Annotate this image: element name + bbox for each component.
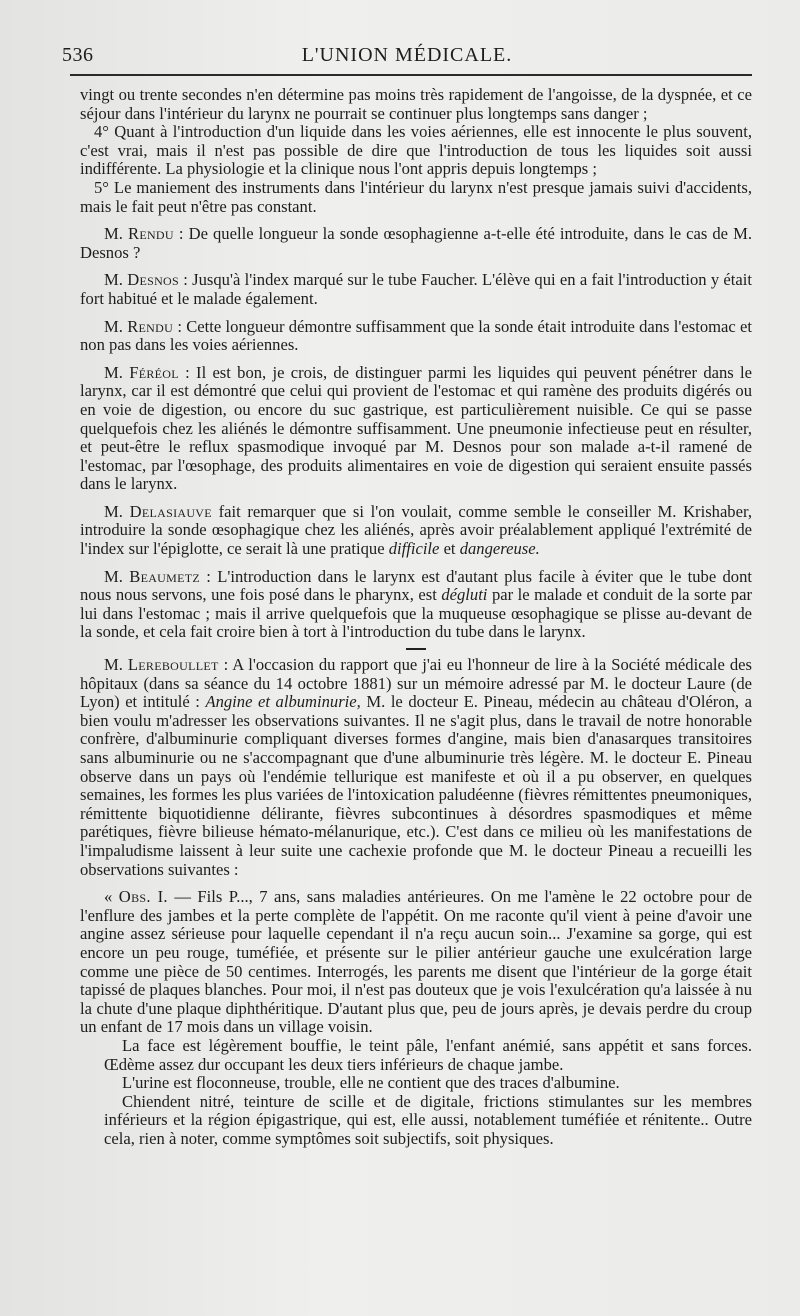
text-run: 5° Le maniement des instruments dans l'intérieur du larynx n'est presque jamais suivi d'accidents, mais le fait peut n'être pas constant. — [80, 177, 752, 216]
paragraph-treatment — [104, 1093, 752, 1149]
emphasis-text: dégluti — [441, 585, 488, 605]
text-run: : A l'occasion du rapport que j'ai eu l'honneur de lire à la Société médicale des hôpitaux (dans sa séance du 14 octobre 1881) sur un mémoire adressé par M. le docteur Laure (de Lyon) et intitulé : — [80, 655, 752, 712]
text-run: M. — [104, 566, 130, 586]
text-run: M. — [104, 316, 128, 336]
text-run: vingt ou trente secondes n'en détermine pas moins très rapidement de l'angoisse, de la dyspnée, et ce séjour dans l'intérieur du larynx ne pourrait se continuer plus longtemps sans danger ; — [80, 85, 752, 123]
speaker-name: Lereboullet — [127, 655, 219, 675]
text-run: Chiendent nitré, teinture de scille et de digitale, frictions stimulantes sur les membres inférieurs et la région épigastrique, qui est, elle aussi, notablement tuméfiée et rénitente.. Outre cela, rien à noter, comme symptômes soit subjectifs, soit physiques. — [104, 1091, 752, 1148]
page-header — [62, 40, 752, 70]
paragraph-urine — [104, 1074, 752, 1093]
paragraph-beaumetz — [80, 568, 752, 642]
text-run: : De quelle longueur la sonde œsophagienne a-t-elle été introduite, dans le cas de M. Desnos ? — [80, 224, 752, 262]
text-run: : Jusqu'à l'index marqué sur le tube Faucher. L'élève qui en a fait l'introduction y était fort habitué et le malade également. — [80, 270, 752, 308]
paragraph-point-5 — [80, 179, 752, 216]
speaker-name: Obs. I. — [118, 887, 168, 907]
speaker-name: Desnos — [127, 270, 179, 290]
speaker-name: Delasiauve — [129, 501, 212, 521]
paragraph-fereol — [80, 364, 752, 494]
text-run: M. le docteur E. Pineau, médecin au château d'Oléron, a bien voulu m'adresser les observations suivantes. Il ne s'agit plus, dans le travail de notre honorable confrère, d'albuminurie compliquant diverses formes d'angine, mais bien d'anasarques transitoires sans albuminurie ou ne s'accompagnant que d'une albuminurie très légère. M. le docteur E. Pineau observe dans un pays où l'endémie tellurique est manifeste et où il a pu observer, en quelques semaines, les formes les plus variées de l'intoxication paludéenne (fièvres rémittentes pneumoniques, rémittente biquotidienne délirante, fièvres subcontinues à désordres spasmodiques et même parétiques, fièvre bilieuse hémato-mélanurique, etc.). C'est dans ce milieu où les manifestations de l'impaludisme laissent à leur suite une cachexie profonde que M. le docteur Pineau a recueilli les observations suivantes : — [80, 692, 752, 879]
section-separator — [406, 648, 426, 650]
text-run: M. — [104, 224, 128, 244]
paragraph-rendu-remark — [80, 318, 752, 355]
header-rule — [70, 74, 752, 76]
emphasis-text: dangereuse. — [459, 539, 540, 559]
text-run: « — [104, 887, 119, 907]
running-title: L'UNION MÉDICALE. — [301, 44, 513, 66]
paragraph-lereboullet — [80, 656, 752, 879]
paragraph-continuation — [80, 86, 752, 123]
text-run: M. — [104, 655, 128, 675]
text-run: : L'introduction dans le larynx est d'autant plus facile à éviter que le tube dont nous nous servons, une fois posé dans le pharynx, est — [80, 566, 752, 605]
text-run: 4° Quant à l'introduction d'un liquide dans les voies aériennes, elle est innocente le plus souvent, c'est vrai, mais il n'est pas possible de dire que l'introduction de tous les liquides soit aussi indifférente. La physiologie et la clinique nous l'ont appris depuis longtemps ; — [80, 122, 752, 179]
text-run: : Il est bon, je crois, de distinguer parmi les liquides qui peuvent pénétrer dans le larynx, car il est démontré que celui qui provient de l'estomac et qui ramène des produits digérés ou en voie de digestion, ou encore du suc gastrique, est particulièrement nuisible. Ce qui se passe quelquefois chez les aliénés le démontre suffisamment. Une pneumonie infectieuse peut en résulter, et peut-être le reflux spasmodique invoqué par M. Desnos pour son malade a-t-il ramené de l'estomac, par l'œsophage, des produits alimentaires en voie de digestion qui seraient ensuite passés dans le larynx. — [80, 362, 752, 494]
speaker-name: Rendu — [127, 224, 174, 244]
text-run: — Fils P..., 7 ans, sans maladies antérieures. On me l'amène le 22 octobre pour de l'enflure des jambes et la perte complète de l'appétit. On me raconte qu'il vient à peine d'avoir une angine assez sérieuse pour laquelle cependant il n'a reçu aucun soin... J'examine sa gorge, qui est encore un peu rouge, tuméfiée, et présente sur le pilier antérieur gauche une exulcération large comme une pièce de 50 centimes. Interrogés, les parents me disent que l'intérieur de la gorge était tapissé de plaques blanches. Pour moi, il n'est pas douteux que je vois l'exulcération qu'a laissée à nu la chute d'une plaque diphthéritique. D'autant plus que, peu de jours après, je devais perdre du croup un enfant de 17 mois dans un village voisin. — [80, 887, 752, 1037]
paragraph-rendu-question — [80, 225, 752, 262]
speaker-name: Beaumetz — [129, 566, 200, 586]
speaker-name: Féréol — [129, 362, 179, 382]
page-number: 536 — [62, 44, 94, 66]
observation-details — [80, 1037, 752, 1149]
paragraph-face — [104, 1037, 752, 1074]
text-run: M. — [104, 270, 128, 290]
text-run: L'urine est floconneuse, trouble, elle ne contient que des traces d'albumine. — [122, 1073, 620, 1093]
paragraph-delasiauve — [80, 503, 752, 559]
paragraph-desnos-answer — [80, 271, 752, 308]
emphasis-text: difficile — [388, 539, 440, 559]
text-run: par le malade et conduit de la sorte par lui dans l'estomac ; mais il arrive quelquefois que la muqueuse œsophagique se plisse au-devant de la sonde, et cela fait croire bien à tort à l'introduction du tube dans le larynx. — [80, 585, 752, 642]
paragraph-point-4 — [80, 123, 752, 179]
text-run: La face est légèrement bouffie, le teint pâle, l'enfant anémié, sans appétit et sans forces. Œdème assez dur occupant les deux tiers inférieurs de chaque jambe. — [104, 1035, 752, 1074]
text-run: : Cette longueur démontre suffisamment que la sonde était introduite dans l'estomac et non pas dans les voies aériennes. — [80, 316, 752, 355]
paragraph-observation-1 — [80, 888, 752, 1037]
body-text — [80, 86, 752, 1148]
text-run: M. — [104, 362, 130, 382]
text-run: M. — [104, 501, 130, 521]
text-run: et — [439, 539, 460, 559]
text-run: fait remarquer que si l'on voulait, comme semble le conseiller M. Krishaber, introduire la sonde œsophagique chez les aliénés, après avoir préalablement appliqué l'extrémité de l'index sur l'épiglotte, ce serait là une pratique — [80, 501, 752, 559]
speaker-name: Rendu — [127, 316, 174, 336]
emphasis-text: Angine et albuminurie, — [205, 692, 361, 712]
